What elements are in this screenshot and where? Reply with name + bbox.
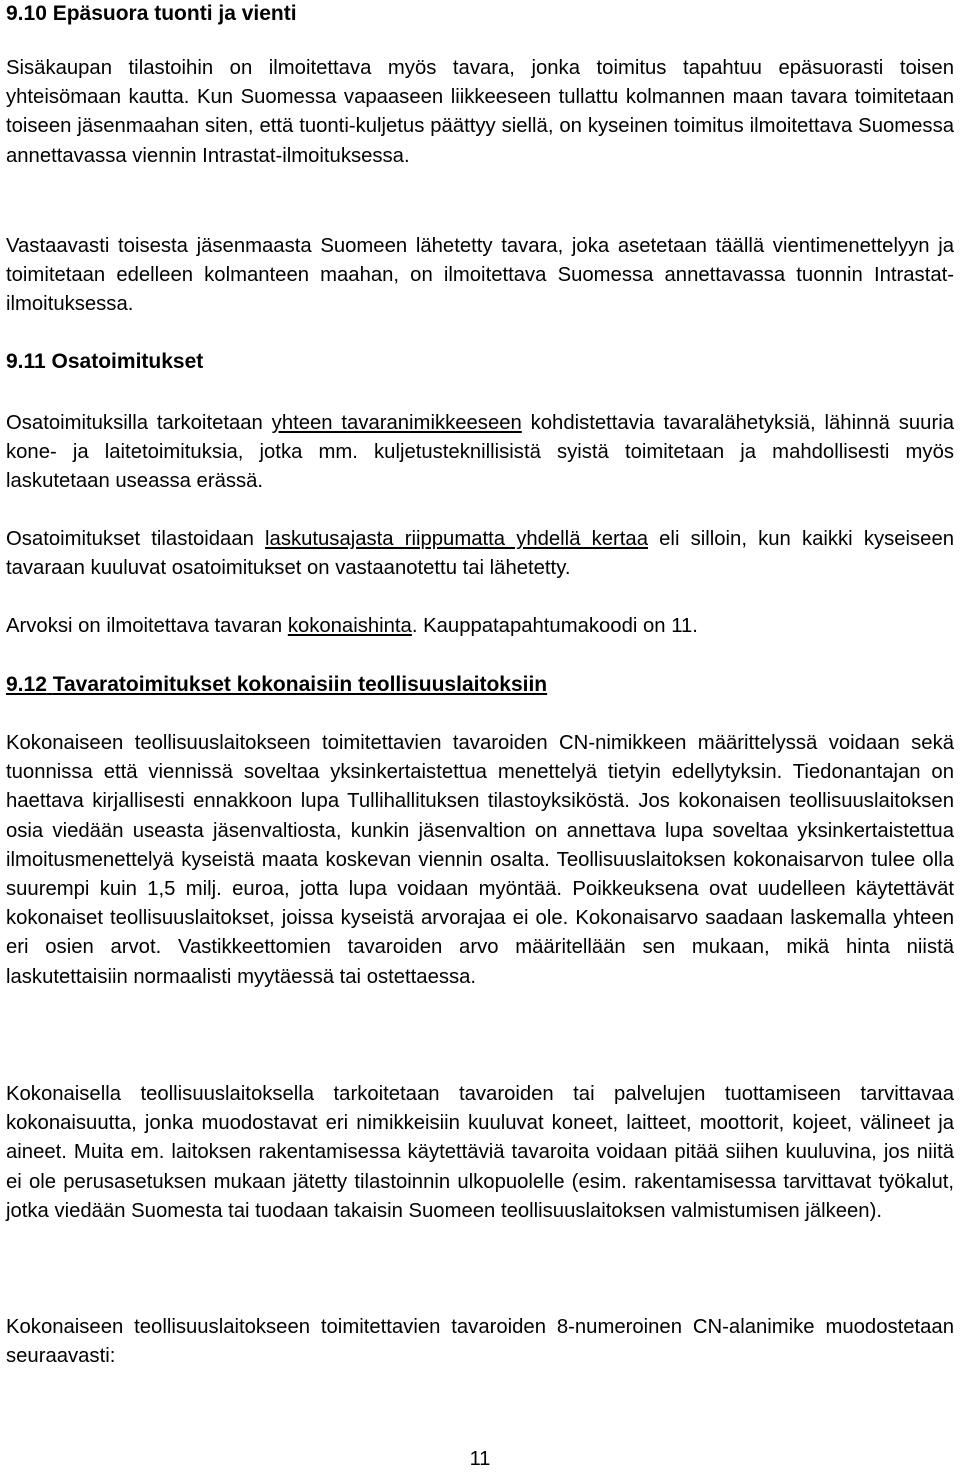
page-number: 11: [469, 1448, 491, 1470]
paragraph-industrial-plant-procedure: Kokonaiseen teollisuuslaitokseen toimitettavien tavaroiden CN-nimikkeen määrittelyssä voidaan sekä tuonnissa että viennissä soveltaa yksinkertaistettua menettelyä tietyin edellytyksin. Tiedonantajan on haettava kirjallisesti ennakkoon lupa Tullihallituksen tilastoyksiköstä. Jos kokonaisen teollisuuslaitoksen osia viedään useasta jäsenvaltiosta, kunkin jäsenvaltion on annettava lupa soveltaa yksinkertaistettua ilmoitusmenettelyä kyseistä maata koskevan viennin osalta. Teollisuuslaitoksen kokonaisarvon tulee olla suurempi kuin 1,5 milj. euroa, jotta lupa voidaan myöntää. Poikkeuksena ovat uudelleen käytettävät kokonaiset teollisuuslaitokset, joissa kyseistä arvorajaa ei ole. Kokonaisarvo saadaan laskemalla yhteen eri osien arvot. Vastikkeettomien tavaroiden arvo määritellään sen mukaan, mikä hinta niistä laskutettaisiin normaalisti myytäessä tai ostettaessa.: [6, 732, 954, 988]
text-segment: eli silloin, kun kaikki kyseiseen tavaraan kuuluvat osatoimitukset on vastaanotettu tai lähetetty.: [6, 528, 955, 580]
section-heading-9-12: [6, 670, 547, 699]
underlined-term: laskutusajasta riippumatta yhdellä kertaa: [265, 528, 648, 550]
paragraph-partial-deliveries-value: [6, 612, 954, 641]
text-segment: Arvoksi on ilmoitettava tavaran: [6, 615, 288, 637]
paragraph-industrial-plant-definition: Kokonaisella teollisuuslaitoksella tarkoitetaan tavaroiden tai palvelujen tuottamiseen tarvittavaa kokonaisuutta, jonka muodostavat eri nimikkeisiin kuuluvat koneet, laitteet, moottorit, kojeet, välineet ja aineet. Muita em. laitoksen rakentamisessa käytettäviä tavaroita voidaan pitää siihen kuuluvina, jos niitä ei ole perusasetuksen mukaan jätetty tilastoinnin ulkopuolelle (esim. rakentamisessa tarvittavat työkalut, jotka viedään Suomesta tai tuodaan takaisin Suomeen teollisuuslaitoksen valmistumisen jälkeen).: [6, 1083, 954, 1222]
text-segment: Osatoimituksilla tarkoitetaan: [6, 412, 272, 434]
paragraph-indirect-export: Sisäkaupan tilastoihin on ilmoitettava myös tavara, jonka toimitus tapahtuu epäsuorasti toisen yhteisömaan kautta. Kun Suomessa vapaaseen liikkeeseen tullattu kolmannen maan tavara toimitetaan toiseen jäsenmaahan siten, että tuonti-kuljetus päättyy siellä, on kyseinen toimitus ilmoitettava Suomessa annettavassa viennin Intrastat-ilmoituksessa.: [6, 57, 954, 167]
section-title: Tavaratoimitukset kokonaisiin teollisuuslaitoksiin: [52, 673, 548, 696]
underlined-term: kokonaishinta: [287, 615, 412, 637]
paragraph-partial-deliveries-statistics: [6, 525, 954, 583]
text-segment: Osatoimitukset tilastoidaan: [6, 528, 266, 550]
section-heading-9-11: 9.11 Osatoimitukset: [6, 350, 204, 373]
paragraph-cn-subheading: Kokonaiseen teollisuuslaitokseen toimitettavien tavaroiden 8-numeroinen CN-alanimike muodostetaan seuraavasti:: [6, 1316, 954, 1368]
text-segment: kohdistettavia tavaralähetyksiä, lähinnä suuria kone- ja laitetoimituksia, jotka mm. kuljetusteknillisistä syistä toimitetaan ja mahdollisesti myös laskutetaan useassa erässä.: [6, 412, 954, 493]
section-number: 9.12: [6, 673, 47, 696]
text-segment: . Kauppatapahtumakoodi on 11.: [411, 615, 698, 637]
paragraph-indirect-import: Vastaavasti toisesta jäsenmaasta Suomeen lähetetty tavara, joka asetetaan täällä vientimenettelyyn ja toimitetaan edelleen kolmanteen maahan, on ilmoitettava Suomessa annettavassa tuonnin Intrastat-ilmoituksessa.: [6, 235, 954, 316]
paragraph-partial-deliveries-definition: [6, 409, 954, 497]
section-heading-9-10: 9.10 Epäsuora tuonti ja vienti: [6, 2, 297, 25]
underlined-term: yhteen tavaranimikkeeseen: [271, 412, 522, 434]
